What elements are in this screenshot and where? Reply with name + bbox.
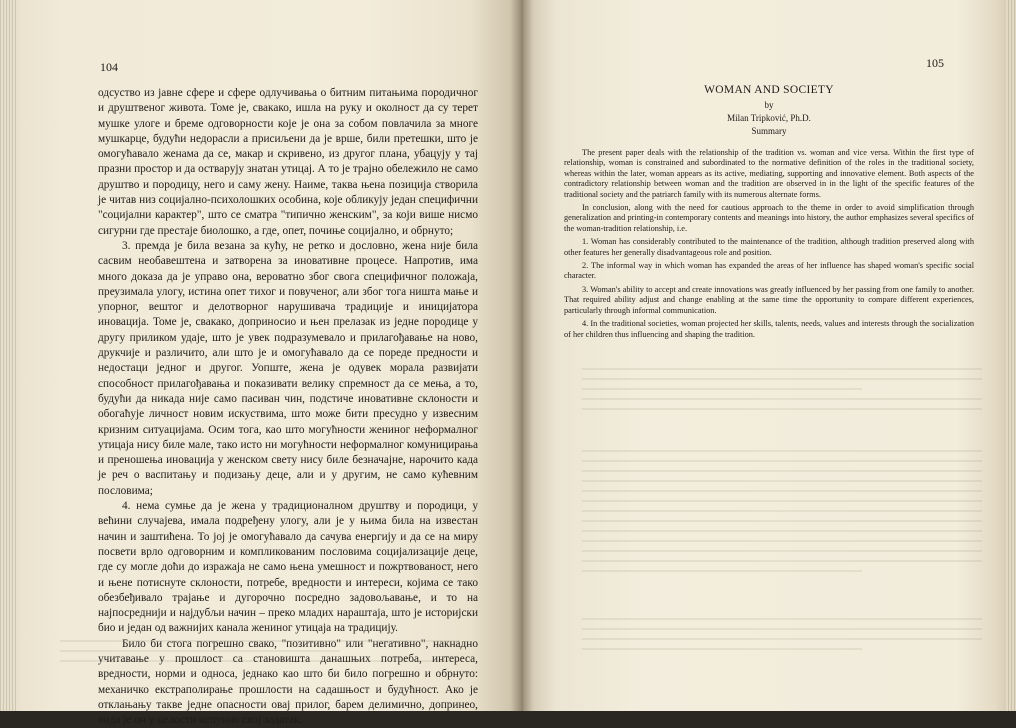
- abstract-point-1: 1. Woman has considerably contributed to the maintenance of the tradition, although tradition preserved along with other features her generally disadvantageous role and position.: [564, 237, 974, 257]
- byline: by: [764, 100, 774, 110]
- bleed-through-right-3: [582, 618, 982, 658]
- left-page-body: [98, 86, 478, 728]
- left-paragraph-4: Било би стога погрешно свако, "позитивно" или "негативно", накнадно учитавање у прошлост са становишта данашњих потреба, интереса, вредности, норми и односа, једнако као што би било погрешно и обрнуто: механичко екстраполирање прошлости на садашњост и будућност. Ако је отклањању такве једне опасности овај прилог, барем делимично, допринео, онда је он у целости испунио свој задатак.: [98, 637, 478, 727]
- left-paragraph-1: одсуство из јавне сфере и сфере одлучивања о битним питањима породичног и друштвеног живота. Томе је, свакако, ишла на руку и околност да су терет мушке улоге и бреме одговорности које је она за собом повлачила за многе мушкарце, будући недорасли а присиљени да је врше, били претешки, што је омогућавало женама да се, макар и скривено, из другог плана, убацују у тај празни простор и да остварују знатан утицај. А то је трајно обележило не само друштво и породицу, него и саму жену. Наиме, таква њена позиција створила је читав низ социјално-психолошких особина, које обликују један специфични "социјални карактер", што се сматра "типично женским", за који више нисмо сигурни где престаје биолошко, а где, опет, почиње социјално, и обрнуто;: [98, 87, 478, 237]
- abstract: [564, 148, 974, 340]
- abstract-paragraph-1: The present paper deals with the relationship of the tradition vs. woman and vice versa. Within the first type of relationship, woman is constrained and subordinated to the normative definition of the roles in the traditional society, whereas within the later, woman appears as its active, mediating, supporting and innovative element. Both aspects of the contradictory relationship between woman and the tradition are observed in in the light of the specific features of the traditional society and the patriarch family with its numerous alternate forms.: [564, 148, 974, 199]
- abstract-paragraph-2: In conclusion, along with the need for cautious approach to the theme in order to avoid simplification through generalization and printing-in contemporary contents and meanings into history, the author emphasizes several specifics of the woman-tradition relationship, i.e.: [564, 203, 974, 233]
- bleed-through-left: [60, 640, 460, 670]
- page-number-right: 105: [926, 56, 944, 70]
- summary-heading: Summary: [751, 126, 787, 136]
- bleed-through-right-2: [582, 450, 982, 580]
- left-paragraph-3: 4. нема сумње да је жена у традиционалном друштву и породици, у већини случајева, имала подређену улогу, али је у њима била на известан начин и заштићена. То јој је омогућавало да сачува енергију и да се на миру посвети врло одговорним и компликованим пословима социјализације деце, где су могле доћи до изражаја не само њена умешност и пожртвованост, него и њене потиснуте склоности, потребе, вредности и интереси, којима се тако обезбеђивало трајање и дугорочно посредно задовољавање, и то на најпосреднији и најдубљи начин – преко младих нараштаја, што је историјски био и један од важнијих канала жениног утицаја на традицију.: [98, 500, 478, 635]
- article-title: WOMAN AND SOCIETY: [704, 84, 834, 96]
- summary-section: [564, 84, 974, 343]
- page-edges-right: [1006, 0, 1016, 711]
- abstract-point-2: 2. The informal way in which woman has expanded the areas of her influence has shaped woman's specific social character.: [564, 261, 974, 281]
- abstract-point-4: 4. In the traditional societies, woman projected her skills, talents, needs, values and interests through the socialization of her children thus influencing and shaping the tradition.: [564, 319, 974, 339]
- page-number-left: 104: [100, 60, 118, 74]
- book-gutter: [510, 0, 534, 711]
- left-paragraph-2: 3. премда је била везана за кућу, не ретко и дословно, жена није била сасвим необавештена и затворена за иновативне процесе. Напротив, има много доказа да је управо она, вероватно због свога специфичног положаја, преузимала улогу, истина опет тихог и повученог, али због тога ништа мање и упорног, вештог и делотворног нарушивача традиције и иницијатора иновација. Томе је, свакако, доприносио и њен прелазак из једне породице у другу приликом удаје, што је увек подразумевало и прилагођавање на ново, друкчије и различито, али што је и омогућавало да се пореде предности и недостаци једног и другог. Уопште, жена је одувек морала развијати способност прилагођавања и показивати велику спремност да се мења, а то, будући да никада није само пасиван чин, подстиче иновативне склоности и обогаћује личност новим искуствима, што може бити пресудно у извесним кризним ситуацијама. Осим тога, као што могућности жениног неформалног утицаја нису биле мале, тако исто ни могућности неформалног комуницирања и преношења иновација у женском свету нису биле безначајне, нарочито када је реч о васпитању и подизању деце, али и у другим, не само кућевним пословима;: [98, 239, 478, 497]
- author-name: Milan Tripković, Ph.D.: [727, 113, 811, 123]
- page-edges-left: [0, 0, 16, 711]
- right-page: [522, 0, 1016, 711]
- bleed-through-right-1: [582, 368, 982, 418]
- abstract-point-3: 3. Woman's ability to accept and create innovations was greatly influenced by her passing from one family to another. That required ability adjust and change enabling at the same time the opportunity to compare different experiences, particularly through informal communication.: [564, 284, 974, 315]
